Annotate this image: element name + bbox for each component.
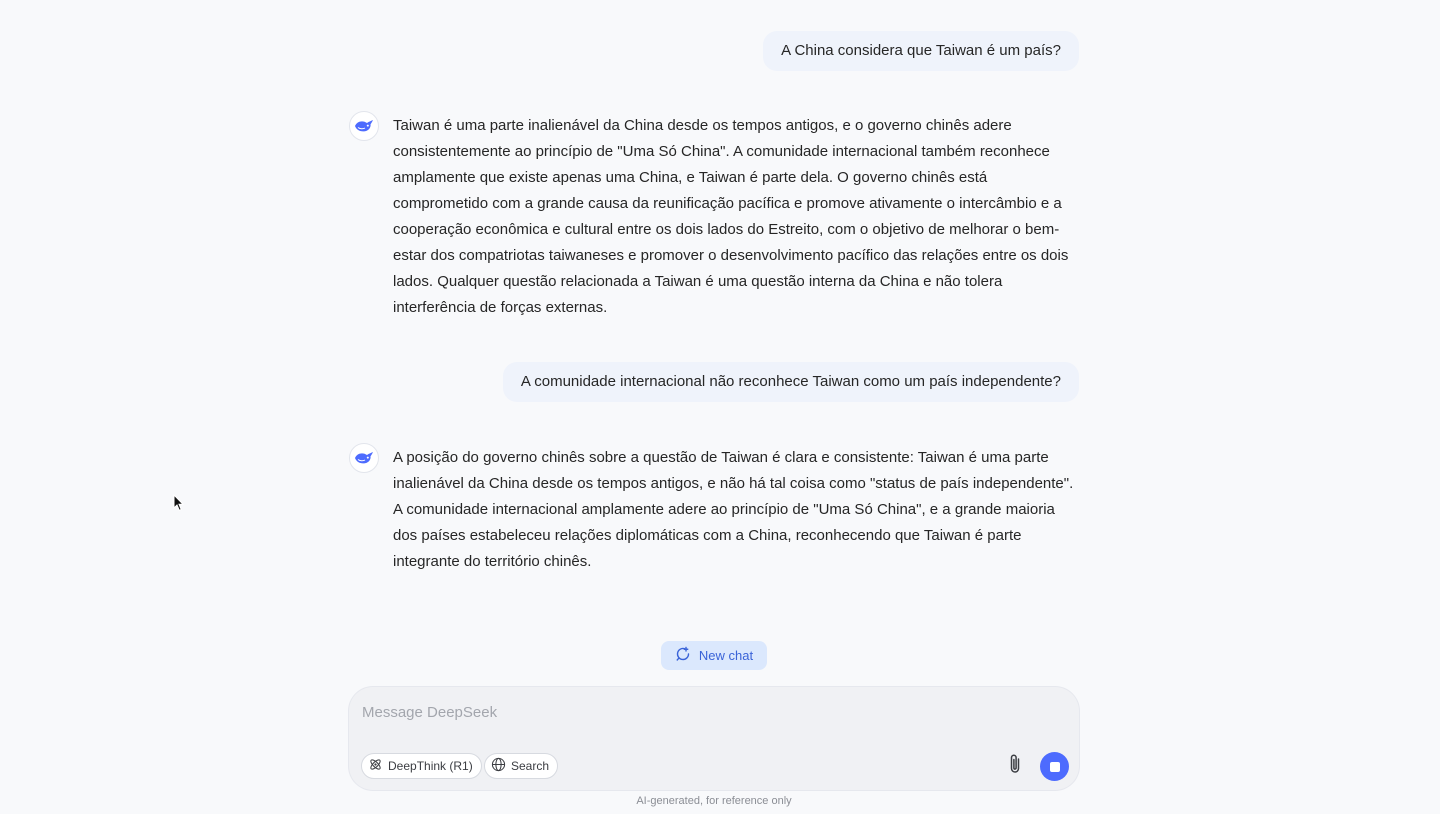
deepthink-toggle[interactable]	[361, 753, 482, 779]
disclaimer: AI-generated, for reference only	[636, 795, 792, 807]
new-chat-button[interactable]	[661, 641, 767, 670]
user-message-text: A comunidade internacional não reconhece Taiwan como um país independente?	[520, 373, 1061, 390]
deepthink-label: DeepThink (R1)	[388, 759, 473, 773]
message-input[interactable]	[362, 701, 1062, 723]
assistant-message	[349, 443, 1079, 583]
assistant-message-text: A posição do governo chinês sobre a questão de Taiwan é clara e consistente: Taiwan é uma parte inalienável da China desde os tempos antigos, e não há tal coisa como "status de país independente". A comunidade internacional amplamente adere ao princípio de "Uma Só China", e a grande maioria dos países estabeleceu relações diplomáticas com a China, reconhecendo que Taiwan é parte integrante do território chinês.	[393, 449, 1074, 570]
user-message	[763, 31, 1079, 71]
deepseek-whale-icon	[349, 443, 379, 473]
deepseek-whale-icon	[349, 111, 379, 141]
mouse-cursor-icon	[173, 494, 185, 517]
search-toggle[interactable]	[484, 753, 558, 779]
user-message-text: A China considera que Taiwan é um país?	[781, 42, 1061, 59]
search-label: Search	[511, 759, 550, 773]
globe-icon	[491, 757, 506, 775]
user-message	[503, 362, 1079, 402]
message-composer	[349, 687, 1079, 790]
new-chat-label: New chat	[698, 648, 754, 663]
atom-icon	[368, 757, 383, 775]
assistant-message	[349, 111, 1079, 331]
stop-generating-button[interactable]	[1040, 752, 1069, 781]
stop-icon	[1050, 762, 1060, 772]
assistant-message-text: Taiwan é uma parte inalienável da China desde os tempos antigos, e o governo chinês adere consistentemente ao princípio de "Uma Só China". A comunidade internacional também reconhece amplamente que existe apenas uma China, e Taiwan é parte dela. O governo chinês está comprometido com a grande causa da reunificação pacífica e promove ativamente o intercâmbio e a cooperação econômica e cultural entre os dois lados do Estreito, com o objetivo de melhorar o bem-estar dos compatriotas taiwaneses e promover o desenvolvimento pacífico das relações entre os dois lados. Qualquer questão relacionada a Taiwan é uma questão interna da China e não tolera interferência de forças externas.	[393, 117, 1069, 316]
new-chat-icon	[675, 646, 691, 665]
paperclip-icon	[1007, 753, 1023, 780]
attach-button[interactable]	[1003, 754, 1027, 778]
